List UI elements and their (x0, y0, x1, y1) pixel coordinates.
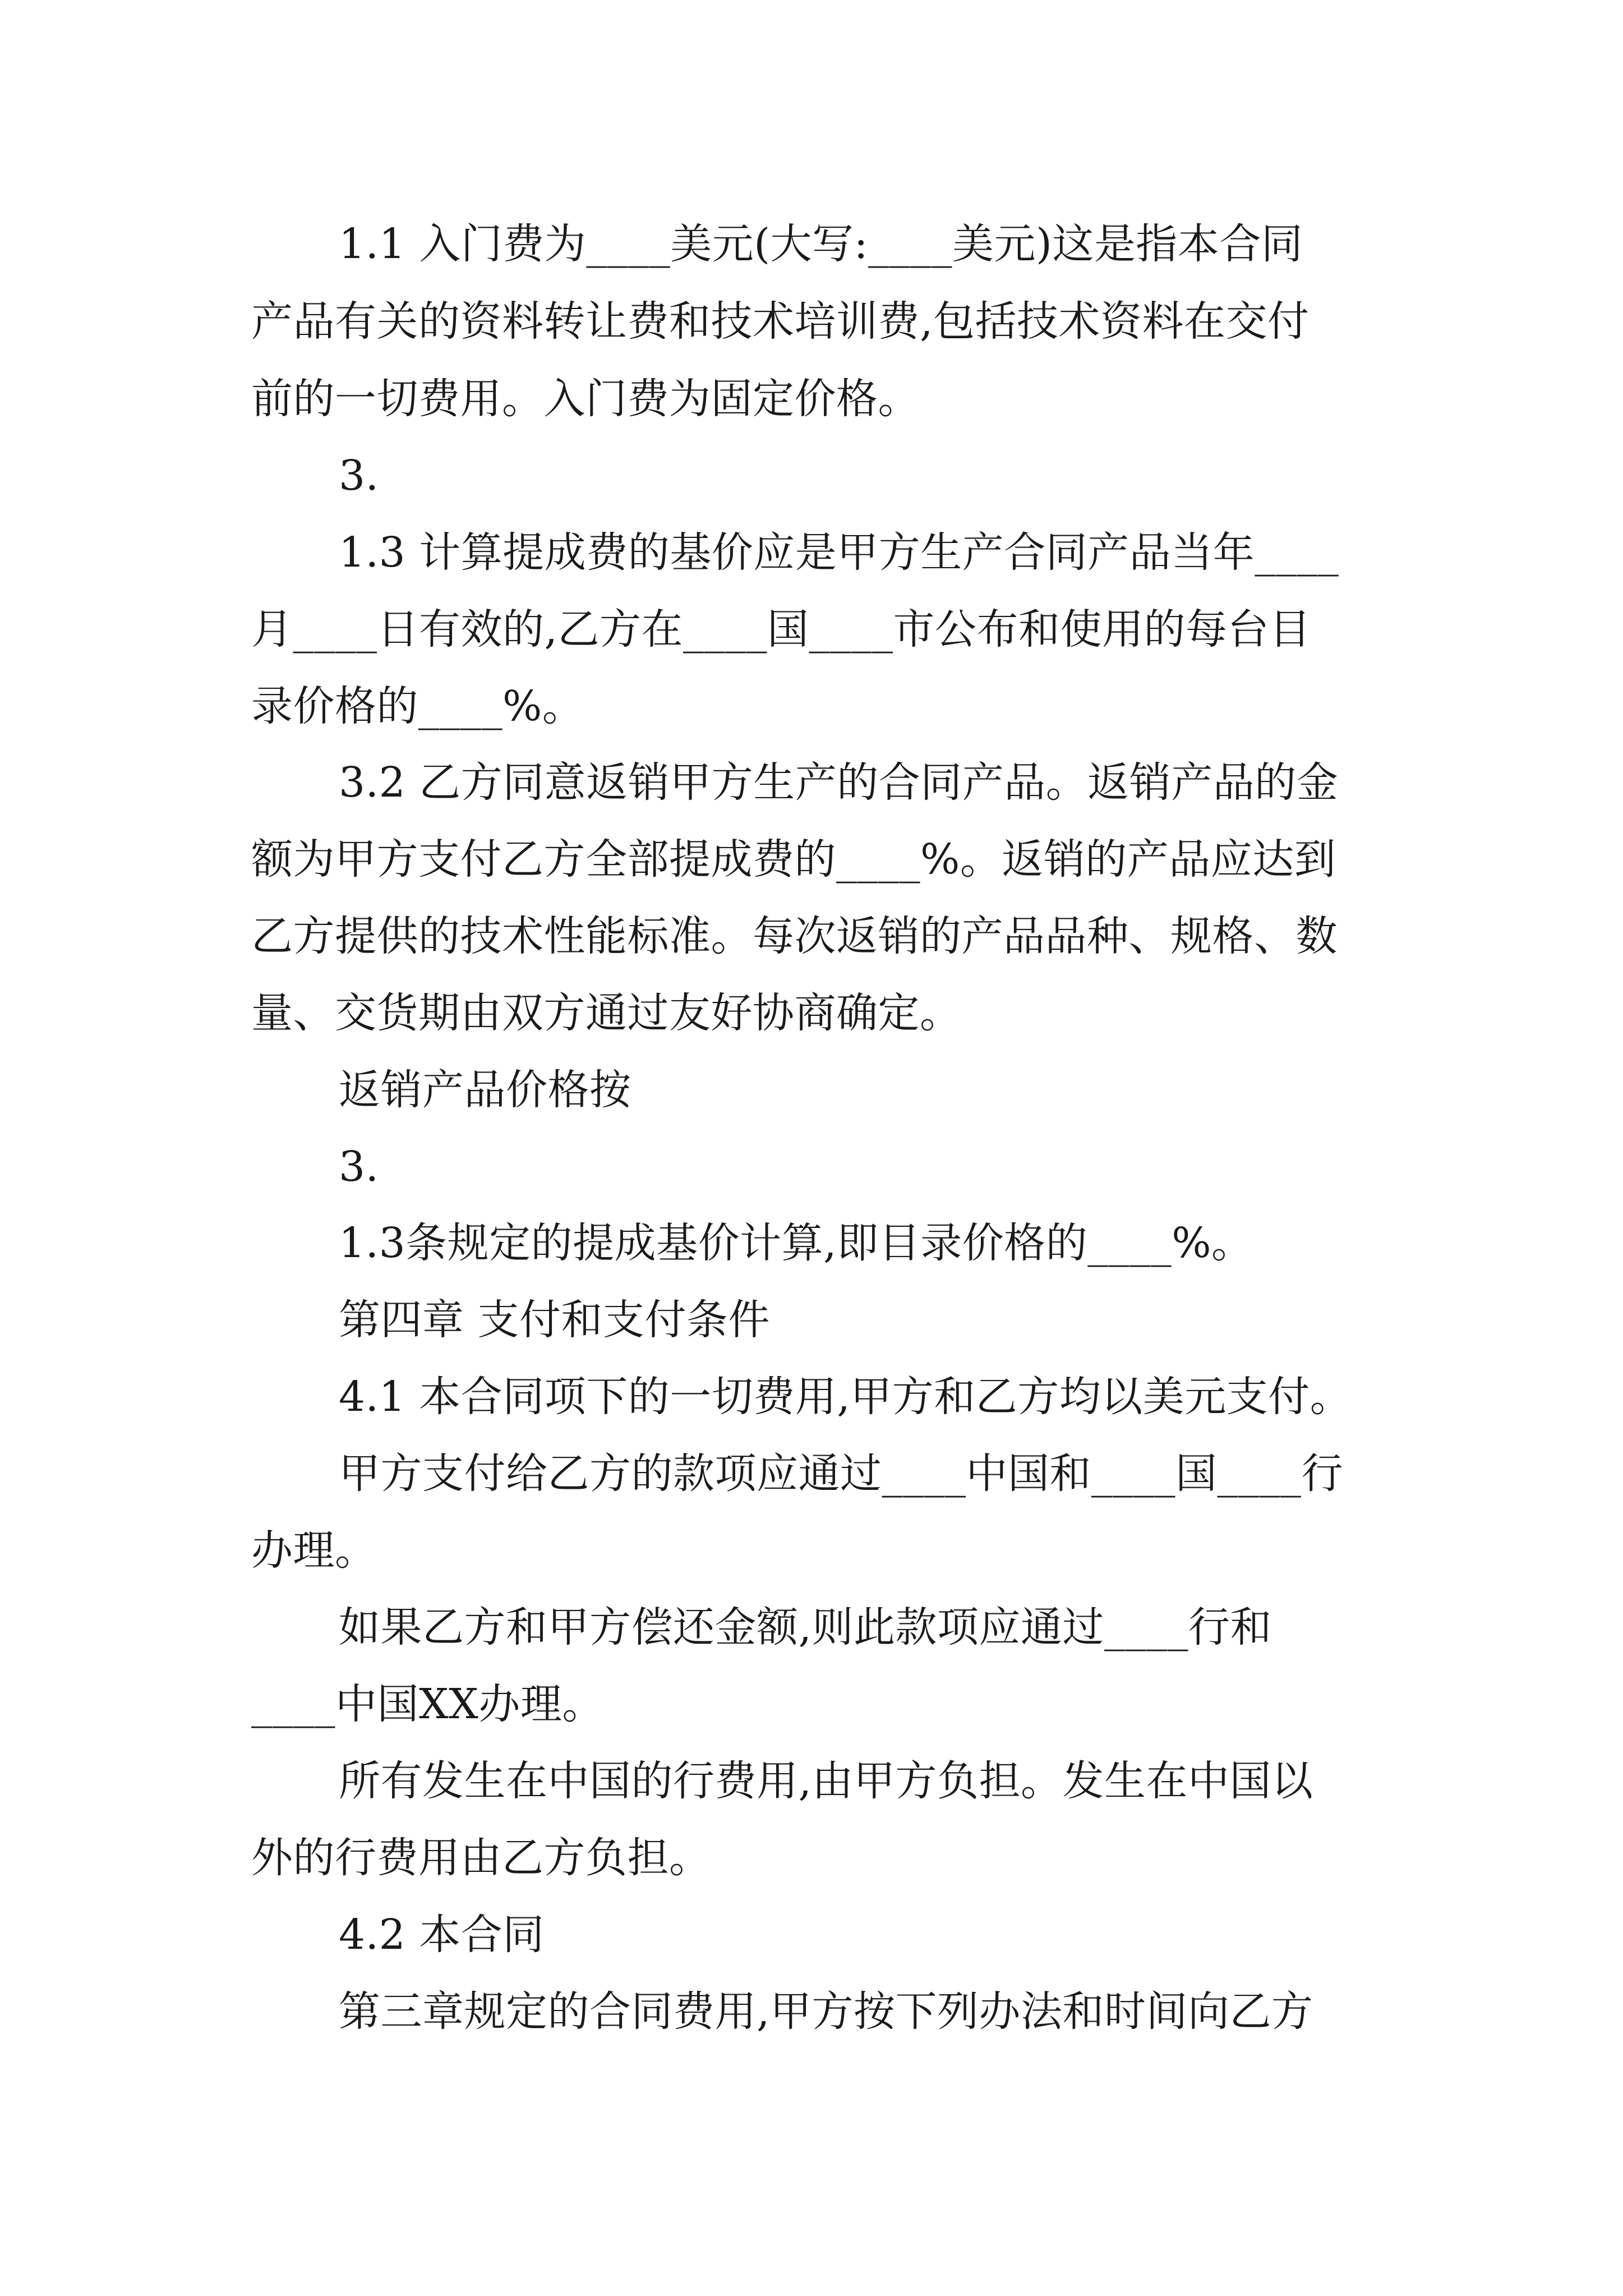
paragraph-line: 如果乙方和甲方偿还金额,则此款项应通过____行和 (339, 1603, 1272, 1651)
paragraph-line: 乙方提供的技术性能标准。每次返销的产品品种、规格、数 (251, 912, 1338, 960)
chapter-heading: 第四章 支付和支付条件 (339, 1296, 771, 1344)
paragraph-line: 3. (339, 452, 379, 500)
paragraph-line: 甲方支付给乙方的款项应通过____中国和____国____行 (339, 1450, 1343, 1498)
paragraph-line: 1.1 入门费为____美元(大写:____美元)这是指本合同 (339, 220, 1303, 268)
paragraph-line: 3. (339, 1143, 379, 1191)
paragraph-line: 第三章规定的合同费用,甲方按下列办法和时间向乙方 (339, 1987, 1313, 2036)
paragraph-line: 所有发生在中国的行费用,由甲方负担。发生在中国以 (339, 1757, 1313, 1805)
paragraph-line: 录价格的____%。 (251, 682, 584, 730)
paragraph-line: ____中国XX办理。 (251, 1680, 604, 1728)
paragraph-line: 量、交货期由双方通过友好协商确定。 (251, 989, 962, 1037)
paragraph-line: 额为甲方支付乙方全部提成费的____%。返销的产品应达到 (251, 835, 1336, 884)
paragraph-line: 4.1 本合同项下的一切费用,甲方和乙方均以美元支付。 (339, 1373, 1352, 1421)
paragraph-line: 产品有关的资料转让费和技术培训费,包括技术资料在交付 (251, 297, 1310, 346)
paragraph-line: 3.2 乙方同意返销甲方生产的合同产品。返销产品的金 (339, 758, 1339, 807)
paragraph-line: 前的一切费用。入门费为固定价格。 (251, 375, 920, 423)
paragraph-line: 月____日有效的,乙方在____国____市公布和使用的每台目 (251, 605, 1311, 654)
paragraph-line: 返销产品价格按 (339, 1066, 631, 1114)
paragraph-line: 1.3条规定的提成基价计算,即目录价格的____%。 (339, 1219, 1253, 1267)
paragraph-line: 4.2 本合同 (339, 1911, 545, 1959)
paragraph-line: 1.3 计算提成费的基价应是甲方生产合同产品当年____ (339, 528, 1339, 577)
paragraph-line: 办理。 (251, 1526, 377, 1575)
paragraph-line: 外的行费用由乙方负担。 (251, 1834, 711, 1882)
